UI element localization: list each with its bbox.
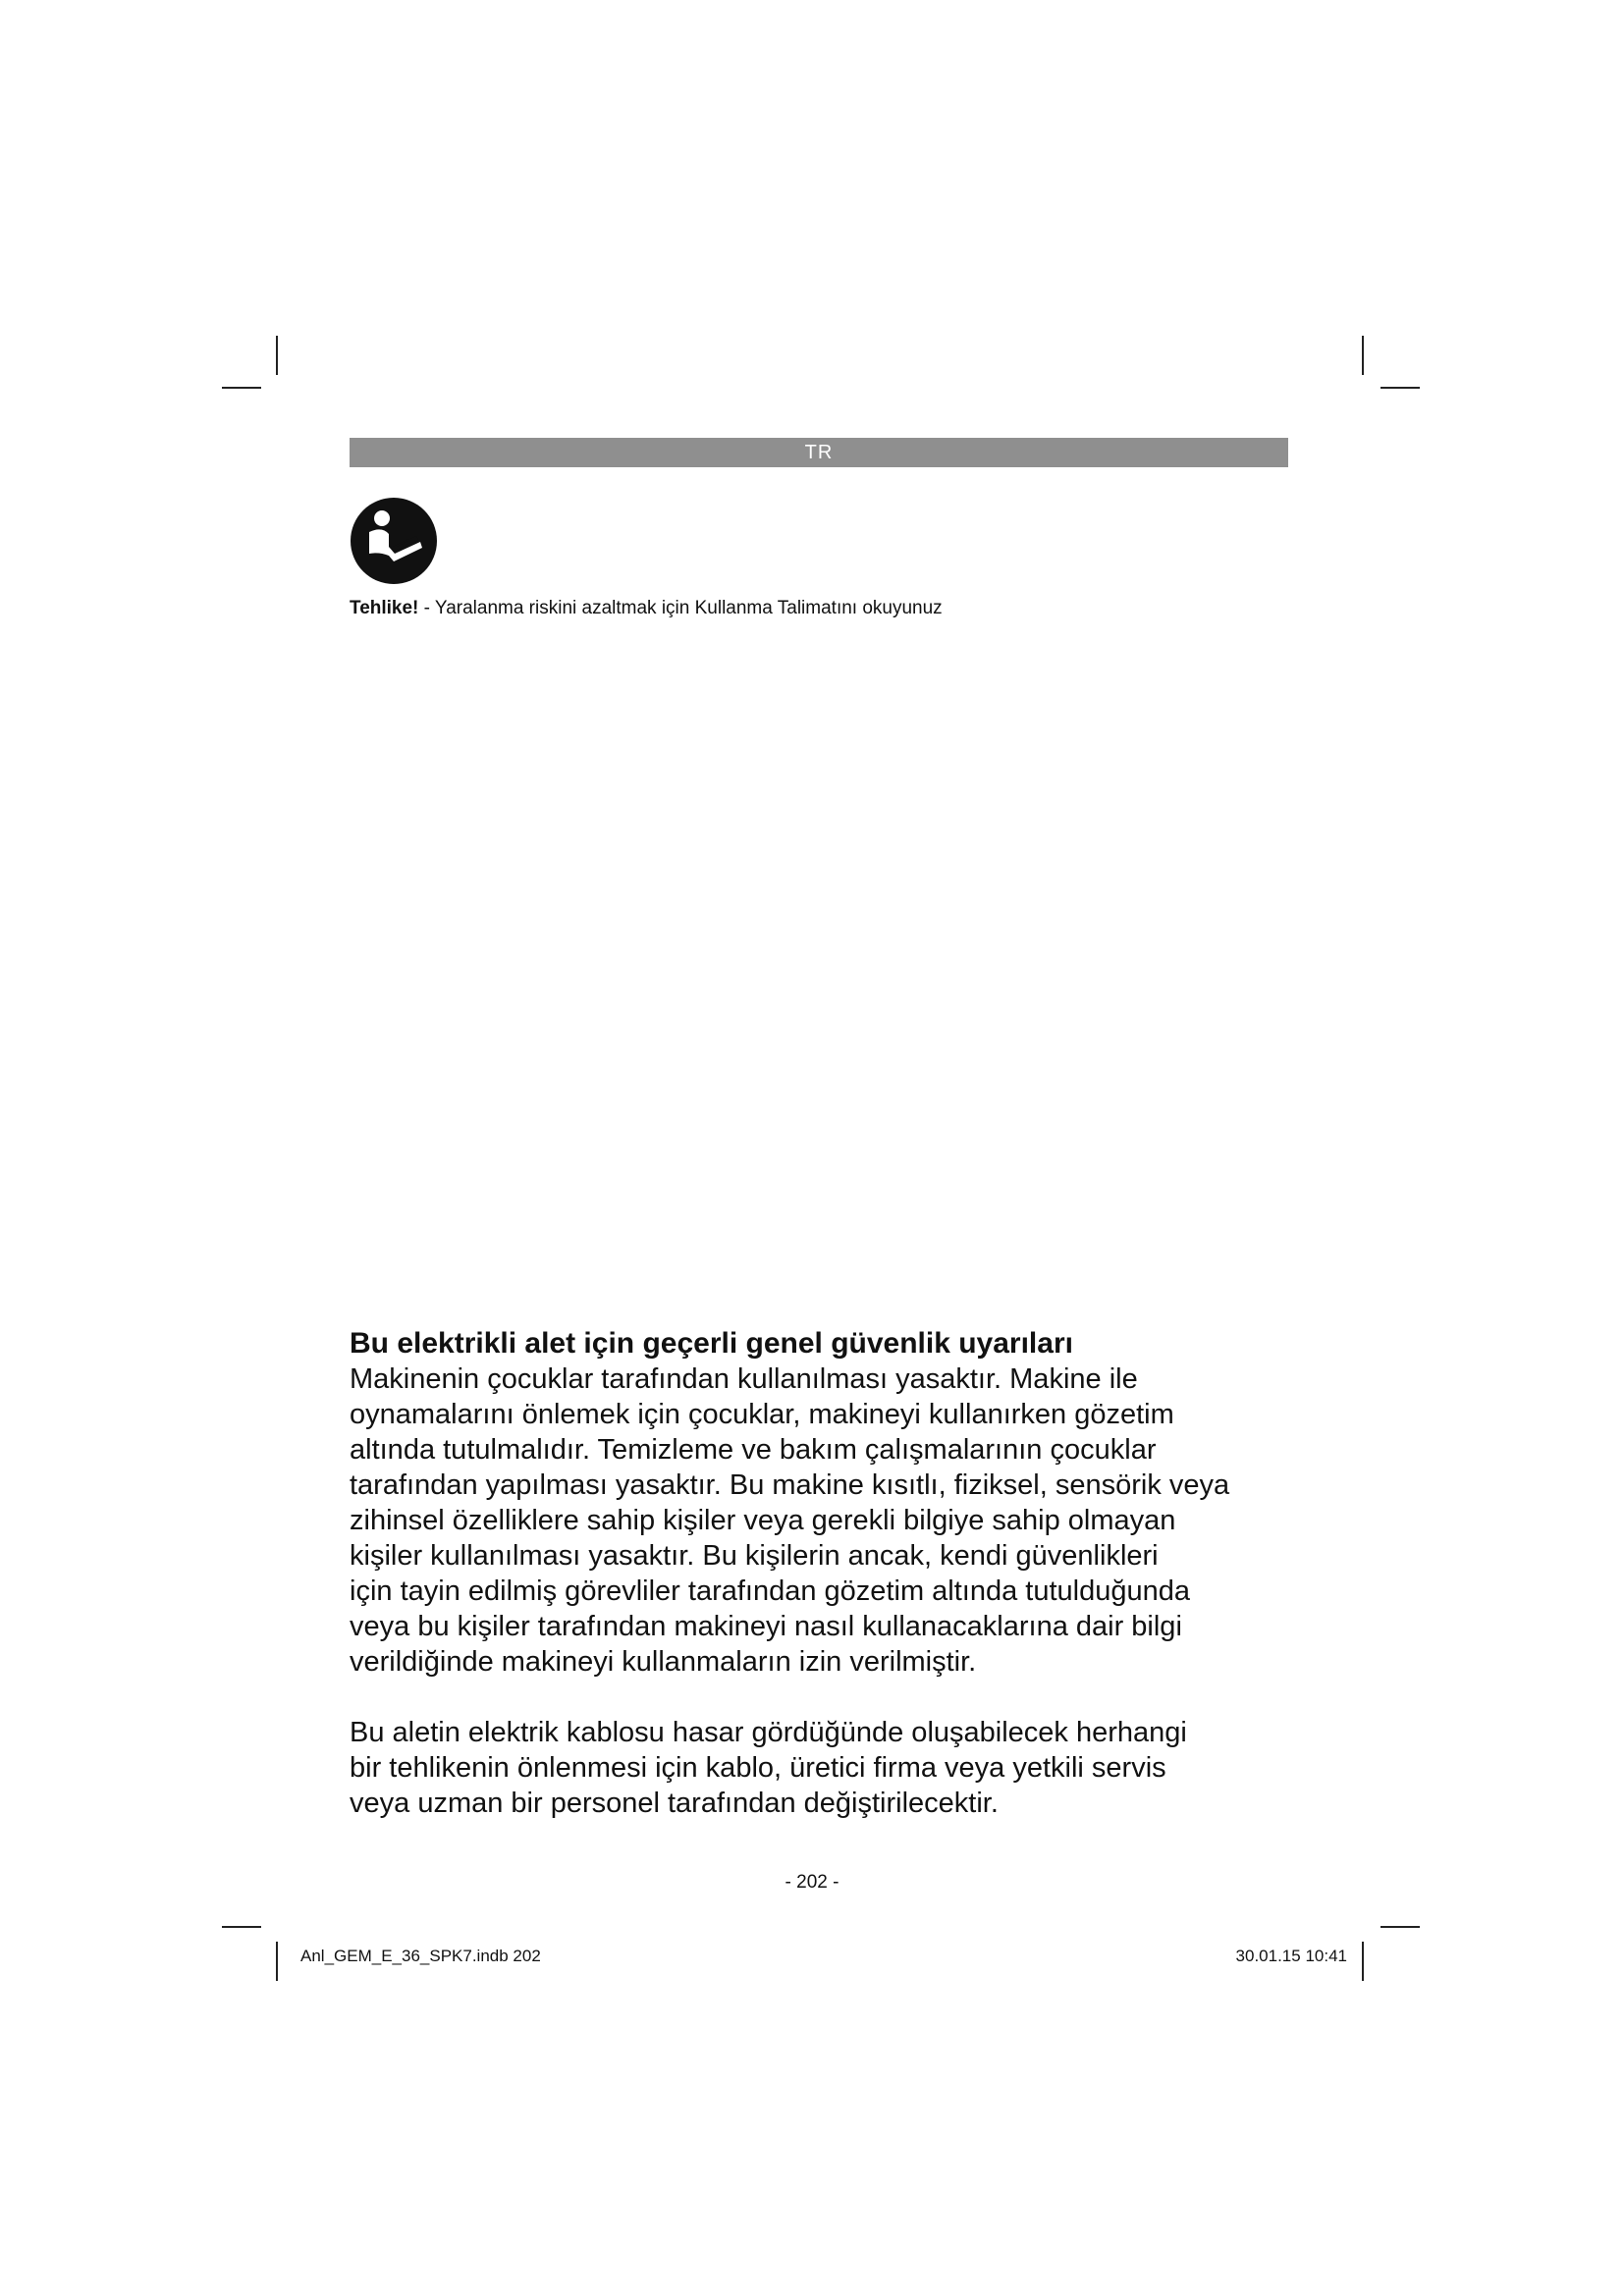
crop-mark-top-left-h [222, 387, 261, 389]
footer-file-name: Anl_GEM_E_36_SPK7.indb 202 [300, 1947, 541, 1965]
warning-label: Tehlike! [350, 598, 419, 618]
section-paragraph-2: Bu aletin elektrik kablosu hasar gördüğünde oluşabilecek herhangi bir tehlikenin önlenmesi için kablo, üretici firma veya yetkili servis veya uzman bir personel tarafından değiştirilecektir. [350, 1717, 1187, 1819]
language-code: TR [804, 442, 834, 463]
warning-line [350, 597, 943, 620]
crop-mark-bottom-right-h [1380, 1926, 1420, 1928]
section-title: Bu elektrikli alet için geçerli genel güvenlik uyarıları [350, 1327, 1073, 1360]
crop-mark-bottom-right-v [1362, 1942, 1364, 1981]
footer-datetime: 30.01.15 10:41 [1235, 1947, 1347, 1965]
warning-text: - Yaralanma riskini azaltmak için Kullanma Talimatını okuyunuz [418, 598, 943, 618]
crop-mark-top-right-h [1380, 387, 1420, 389]
crop-mark-bottom-left-h [222, 1926, 261, 1928]
read-manual-icon [350, 497, 438, 585]
safety-section [350, 1326, 1294, 1821]
crop-mark-top-left-v [276, 336, 278, 375]
language-header-bar [350, 438, 1288, 467]
crop-mark-bottom-left-v [276, 1942, 278, 1981]
section-paragraph-1: Makinenin çocuklar tarafından kullanılması yasaktır. Makine ile oynamalarını önlemek için çocuklar, makineyi kullanırken gözetim altında tutulmalıdır. Temizleme ve bakım çalışmalarının çocuklar tarafından yapılması yasaktır. Bu makine kısıtlı, fiziksel, sensörik veya zihinsel özelliklere sahip kişiler veya gerekli bilgiye sahip olmayan kişiler kullanılması yasaktır. Bu kişilerin ancak, kendi güvenlikleri için tayin edilmiş görevliler tarafından gözetim altında tutulduğunda veya bu kişiler tarafından makineyi nasıl kullanacaklarına dair bilgi verildiğinde makineyi kullanmaların izin verilmiştir. [350, 1363, 1230, 1678]
crop-mark-top-right-v [1362, 336, 1364, 375]
page-number: - 202 - [785, 1872, 839, 1893]
